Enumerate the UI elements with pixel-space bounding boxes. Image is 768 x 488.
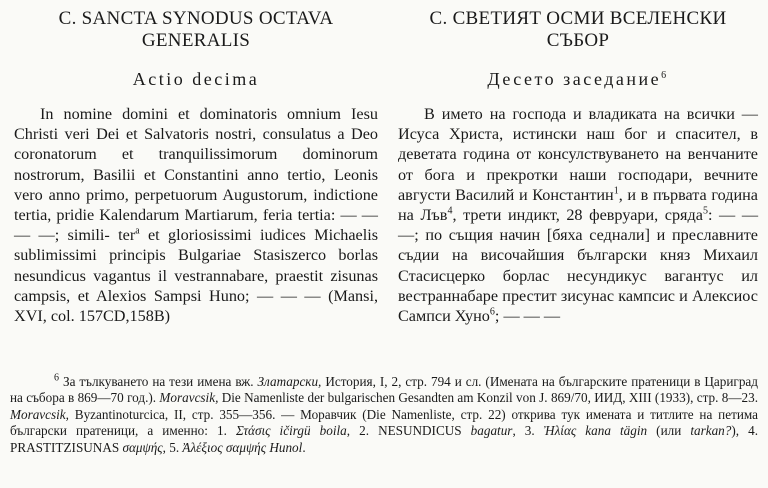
bulgarian-body-text-2: , и в първата година на Лъв (398, 185, 758, 225)
footnote-text: (или (647, 423, 691, 439)
bulgarian-body-text-3: , трети индикт, 28 февруари, сряда (452, 206, 703, 225)
footnote (10, 374, 758, 456)
bulgarian-note-5: 5 (702, 205, 708, 217)
bulgarian-note-4: 4 (447, 205, 453, 217)
bulgarian-body-text-4: : — — —; по същия начин [бяха седнали] и преславните съдии на височайшия български княз Михаил Стасисцерко борлас несундикус вагантус ил вестраннабаре престит зисунас кампсис и Алексиос Сампси Хуно (398, 206, 759, 326)
bulgarian-body-text-1: В името на господа и владиката на всички — Исуса Христа, истински наш бог и спасител, в деветата година от консулствуването на венчаните от бога и прекротки наши господари, вечните августи Василий и Константин (398, 105, 758, 204)
bulgarian-subtitle-text: Десето заседание (487, 69, 662, 89)
bulgarian-title: C. СВЕТИЯТ ОСМИ ВСЕЛЕНСКИ СЪБОР (429, 8, 727, 51)
footnote-term: Στάσις ičirgü boila (235, 423, 347, 439)
footnote-author: Moravcsik, (159, 390, 219, 406)
footnote-text: Byzantinoturcica, II, стр. 355—356. — Моравчик (Die Namenliste, стр. 22) открива тук имената и титлите на петима български пратеници, а именно: 1. (10, 406, 758, 439)
latin-note-a: a (135, 225, 140, 237)
latin-body-text-1: In nomine domini et dominatoris omnium Iesu Christi veri Dei et Salvatoris nostri, consulatus a Deo coronatorum et tranquilissimorum dominorum nostrorum, Basilii et Constantini anno tertio, Leonis vero anno primo, perpetuorum Augustorum, indictione tertia, pridie Kalendarum Martiarum, feria tertia: — — — —; simili- ter (14, 105, 378, 245)
footnote-text: История, I, 2, стр. 794 и сл. (Имената на българските пратеници в Цариград на събора в 869—70 год.). (10, 374, 758, 406)
bulgarian-note-1: 1 (613, 185, 619, 197)
bulgarian-subtitle-note: 6 (661, 70, 669, 81)
footnote-text: Die Namenliste der bulgarischen Gesandten am Konzil von J. 869/70, ИИД, XIII (1933), стр. 8—23. (218, 390, 758, 406)
footnote-term: Ἠλίας kana tägin (543, 423, 648, 439)
bulgarian-subtitle (398, 68, 758, 92)
footnote-term: Ἀλέξιος σαμψής Hunol (182, 439, 303, 455)
footnote-mark: 6 (54, 372, 59, 384)
footnote-text: , 2. NESUNDICUS (346, 423, 471, 439)
footnote-term: bagatur (470, 423, 513, 439)
bulgarian-note-6: 6 (489, 306, 495, 318)
footnote-text: . (302, 439, 306, 455)
latin-column (14, 0, 378, 326)
footnote-text: За тълкуването на тези имена вж. (59, 374, 258, 389)
footnote-text: ), 4. PRASTITZISUNAS (10, 423, 759, 455)
latin-subtitle: Actio decima (132, 69, 260, 89)
bulgarian-column (398, 0, 758, 326)
footnote-term: σαμψής (122, 439, 163, 455)
latin-body (14, 104, 378, 326)
latin-body-text-2: et gloriosissimi iudices Michaelis sublimissimi principis Bulgariae Stasiszerco borlas nesundicus vagantus il vestrannabare, praestit zisunas campsis, et Alexios Sampsi Huno; — — — (Mansi, XVI, col. 157CD,158B) (14, 226, 379, 326)
latin-title: C. SANCTA SYNODUS OCTAVA GENERALIS (58, 8, 334, 51)
footnote-author: Златарски, (257, 374, 322, 389)
bulgarian-body-text-5: ; — — — (494, 307, 561, 326)
bulgarian-body (398, 104, 758, 326)
footnote-text: , 5. (162, 439, 183, 455)
footnote-term: tarkan? (690, 423, 732, 439)
footnote-text: , 3. (512, 423, 544, 439)
footnote-author: Moravcsik, (10, 406, 69, 422)
